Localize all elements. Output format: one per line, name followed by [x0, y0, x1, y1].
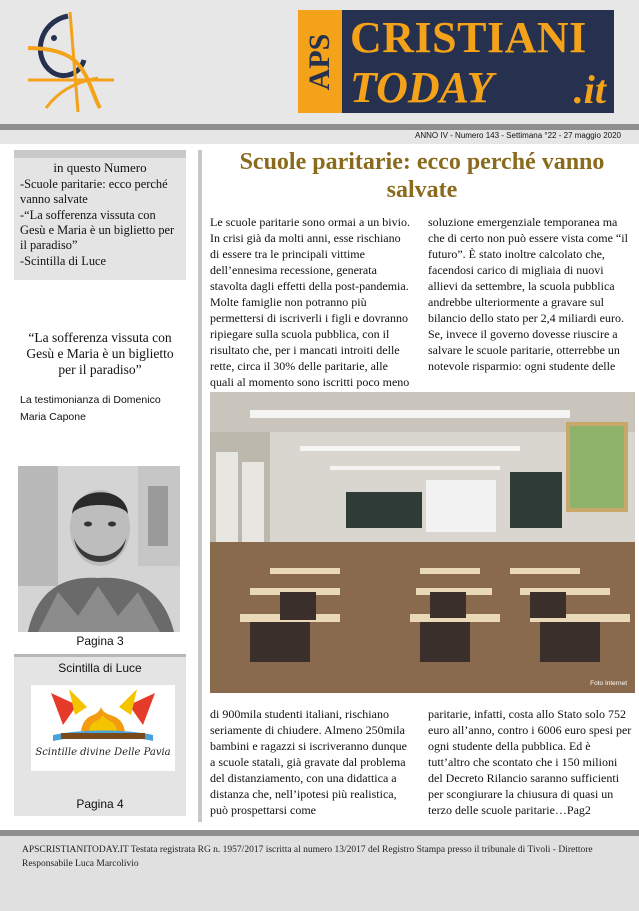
classroom-photo: [210, 392, 635, 693]
brand-logo: [298, 10, 614, 113]
page-4-link[interactable]: Pagina 4: [76, 797, 124, 811]
brand-aps-badge: APS: [298, 10, 342, 113]
article-column-3: di 900mila studenti italiani, rischiano seriamente di chiudere. Almeno 250mila bambini e ragazzi si iscriveranno dunque a scuole statali, già gravate dal problema del distanziamento, con una didattica a distanza che, nell’ipotesi più realistica, può prospettarsi come: [210, 707, 407, 817]
featured-quote: [14, 330, 186, 426]
quote-caption: La testimonianza di Domenico Maria Capone: [20, 394, 161, 423]
brand-tld: .it: [573, 67, 606, 112]
toc-title: in questo Numero: [53, 160, 147, 175]
toc-item[interactable]: -Scintilla di Luce: [20, 254, 107, 268]
brand-title-line1: CRISTIANI: [350, 13, 587, 62]
article-column-1: Le scuole paritarie sono ormai a un bivio. In crisi già da molti anni, esse rischiano di essere tra le principali vittime dell’ennesima recessione, generata stavolta dagli effetti della post-pandemia. Molte famiglie non potranno più permettersi di iscriverli i figli e dovranno ripiegare sulla scuola pubblica, con il risultato che, per i mancati introiti delle rette, circa il 30% delle paritarie, alle quali al momento sono iscritti poco meno: [210, 215, 410, 389]
column-divider: [198, 150, 202, 822]
article-column-4: paritarie, infatti, costa allo Stato solo 752 euro all’anno, contro i 6006 euro spesi per ogni studente della pubblica. Ed è tutt’altro che scontato che i 150 milioni del Decreto Rilancio saranno sufficienti per scongiurare la chiusura di quasi un terzo delle scuole paritarie…Pag2: [428, 707, 632, 817]
portrait-image: [18, 466, 180, 632]
scintilla-section: [14, 654, 186, 816]
issue-info: ANNO IV - Numero 143 - Settimana °22 - 27 maggio 2020: [415, 131, 621, 140]
footer: [0, 836, 639, 911]
classroom-image: [210, 392, 635, 693]
toc-item[interactable]: -Scuole paritarie: ecco perché vanno salvate: [20, 177, 168, 206]
article-headline: Scuole paritarie: ecco perché vanno salvate: [239, 149, 605, 203]
quote-text: “La sofferenza vissuta con Gesù e Maria è un biglietto per il paradiso”: [26, 330, 174, 377]
header-divider: [0, 124, 639, 130]
brand-title-line2: TODAY: [350, 63, 494, 112]
footer-legal-text: APSCRISTIANITODAY.IT Testata registrata RG n. 1957/2017 iscritta al numero 13/2017 del Registro Stampa presso il tribunale di Tivoli - Direttore Responsabile Luca Marcolivio: [22, 845, 593, 869]
fish-cross-logo-icon: [18, 8, 118, 114]
scintilla-logo-text: Scintille divine Delle Pavia: [35, 747, 171, 758]
photo-credit: Foto Internet: [590, 680, 627, 687]
masthead: [0, 0, 639, 124]
flame-book-logo-icon: [31, 685, 175, 771]
page-3-link[interactable]: Pagina 3: [76, 634, 124, 648]
article-column-2: soluzione emergenziale temporanea ma che di certo non può essere vista come “il futuro”. È stato inoltre calcolato che, facendosi carico di migliaia di nuovi allievi da settembre, la scuola pubblica andrebbe ulteriormente a gravare sul bilancio dello stato per 2,4 miliardi euro. Se, invece il governo dovesse riuscire a salvare le scuole paritarie, otterrebbe un notevole risparmio: ogni studente delle: [428, 215, 628, 373]
scintilla-logo: [31, 685, 175, 771]
scintilla-title: Scintilla di Luce: [58, 661, 142, 675]
toc-item[interactable]: -“La sofferenza vissuta con Gesù e Maria è un biglietto per il paradiso”: [20, 208, 175, 252]
table-of-contents: [14, 150, 186, 280]
portrait-photo: [18, 466, 180, 632]
